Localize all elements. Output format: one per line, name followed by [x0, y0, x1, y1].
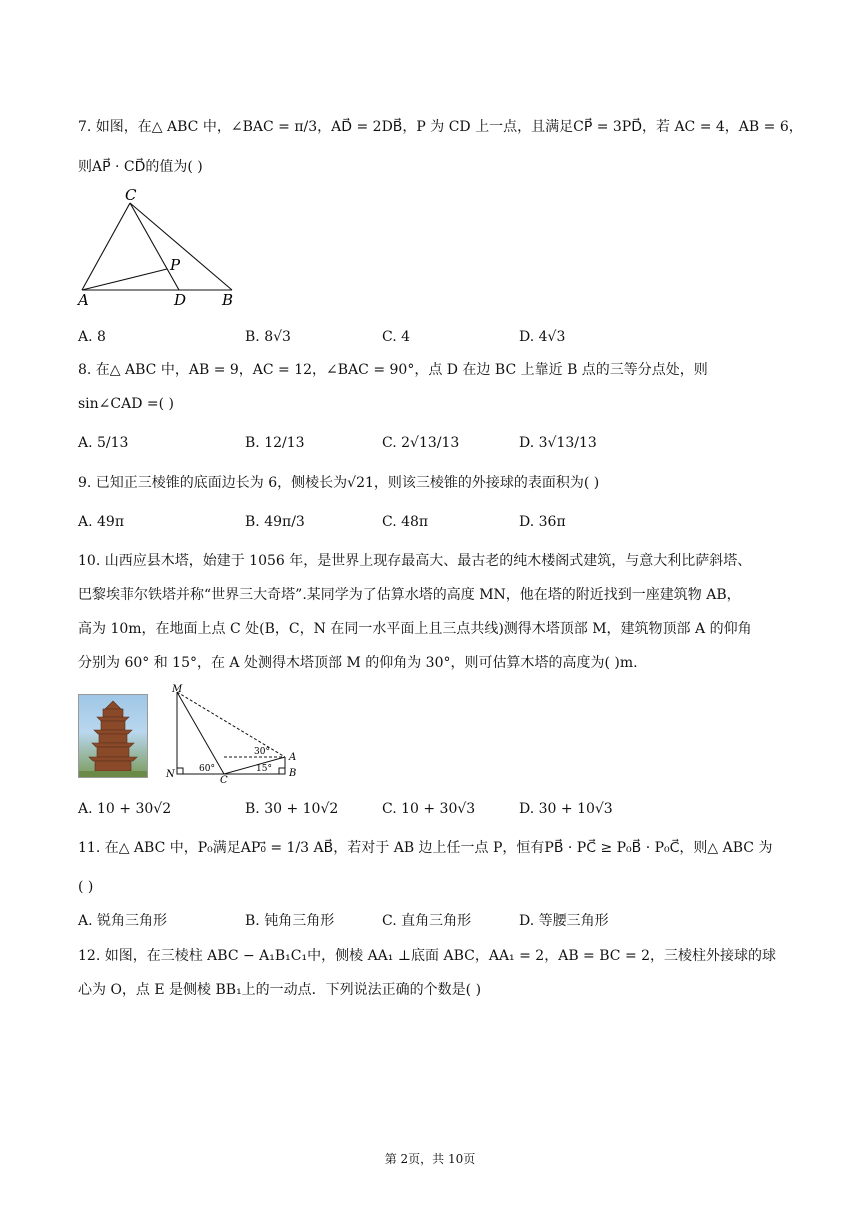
- q10-right-angle-n: [177, 768, 183, 774]
- q12-stem-line2: 心为 O，点 E 是侧棱 BB₁上的一动点．下列说法正确的个数是( ): [78, 982, 482, 998]
- q7-edge-cd: [130, 203, 179, 290]
- q10-line-mc: [177, 692, 224, 774]
- q7-edge-ac: [82, 203, 130, 290]
- q7-label-c: C: [125, 186, 137, 204]
- q10-option-a: A. 10 + 30√2: [78, 801, 172, 817]
- q10-label-n: N: [166, 769, 175, 780]
- q11-stem-line1: 11. 在△ ABC 中，P₀满足AP₀⃗ = 1/3 AB⃗，若对于 AB 边上任一点 P，恒有PB⃗ · PC⃗ ≥ P₀B⃗ · P₀C⃗，则△ ABC 为: [78, 840, 773, 856]
- q10-label-c: C: [220, 775, 228, 784]
- q7-edge-ap: [82, 269, 167, 290]
- q10-stem-line4: 分别为 60° 和 15°，在 A 处测得木塔顶部 M 的仰角为 30°，则可估算木塔的高度为( )m.: [78, 655, 638, 671]
- q10-option-d: D. 30 + 10√3: [519, 801, 613, 817]
- q10-angle-15: 15°: [256, 764, 272, 774]
- q7-option-a: A. 8: [78, 329, 106, 345]
- page-footer: 第 2页，共 10页: [384, 1152, 476, 1166]
- q7-option-b: B. 8√3: [245, 329, 291, 345]
- q10-line-ca: [224, 757, 285, 774]
- q9-option-a: A. 49π: [78, 514, 125, 530]
- q7-stem-line1: 7. 如图，在△ ABC 中，∠BAC = π/3，AD⃗ = 2DB⃗，P 为 CD 上一点，且满足CP⃗ = 3PD⃗，若 AC = 4，AB = 6，: [78, 119, 803, 135]
- q9-option-d: D. 36π: [519, 514, 566, 530]
- pagoda-icon: [79, 695, 147, 777]
- q8-option-a: A. 5/13: [78, 435, 129, 451]
- q8-stem-line1: 8. 在△ ABC 中，AB = 9，AC = 12，∠BAC = 90°，点 D 在边 BC 上靠近 B 点的三等分点处，则: [78, 362, 708, 378]
- q8-option-c: C. 2√13/13: [382, 435, 460, 451]
- q10-stem-line1: 10. 山西应县木塔，始建于 1056 年，是世界上现存最高大、最古老的纯木楼阁式建筑，与意大利比萨斜塔、: [78, 553, 752, 569]
- q9-option-b: B. 49π/3: [245, 514, 305, 530]
- q7-option-c: C. 4: [382, 329, 411, 345]
- q9-stem-line1: 9. 已知正三棱锥的底面边长为 6，侧棱长为√21，则该三棱锥的外接球的表面积为( ): [78, 475, 600, 491]
- q10-stem-line3: 高为 10m，在地面上点 C 处(B，C，N 在同一水平面上且三点共线)测得木塔顶部 M，建筑物顶部 A 的仰角: [78, 621, 752, 637]
- q10-angle-60: 60°: [199, 764, 215, 774]
- q10-option-c: C. 10 + 30√3: [382, 801, 476, 817]
- q7-option-d: D. 4√3: [519, 329, 566, 345]
- q7-label-p: P: [170, 256, 181, 274]
- q10-stem-line2: 巴黎埃菲尔铁塔并称“世界三大奇塔”.某同学为了估算水塔的高度 MN，他在塔的附近找到一座建筑物 AB，: [78, 587, 741, 603]
- q7-label-b: B: [222, 291, 234, 309]
- q8-option-b: B. 12/13: [245, 435, 305, 451]
- q11-option-a: A. 锐角三角形: [78, 913, 168, 929]
- q11-option-d: D. 等腰三角形: [519, 913, 609, 929]
- q7-stem-line2: 则AP⃗ · CD⃗的值为( ): [78, 159, 203, 175]
- q11-option-b: B. 钝角三角形: [245, 913, 335, 929]
- q11-stem-line2: ( ): [78, 879, 94, 895]
- q10-right-angle-b: [279, 768, 285, 774]
- q10-label-a: A: [289, 752, 297, 763]
- q7-label-d: D: [174, 291, 187, 309]
- q8-option-d: D. 3√13/13: [519, 435, 597, 451]
- q10-angle-30: 30°: [254, 747, 270, 757]
- q8-stem-line2: sin∠CAD =( ): [78, 396, 175, 412]
- wooden-pagoda-photo: [78, 694, 148, 778]
- q10-tower-figure: [164, 684, 314, 784]
- q10-label-m: M: [172, 684, 183, 695]
- q12-stem-line1: 12. 如图，在三棱柱 ABC − A₁B₁C₁中，侧棱 AA₁ ⊥底面 ABC，AA₁ = 2，AB = BC = 2，三棱柱外接球的球: [78, 948, 777, 964]
- q11-option-c: C. 直角三角形: [382, 913, 472, 929]
- q7-edge-cb: [130, 203, 232, 290]
- q10-label-b: B: [289, 768, 297, 779]
- q9-option-c: C. 48π: [382, 514, 429, 530]
- q7-label-a: A: [78, 291, 89, 309]
- q7-triangle-figure: [74, 186, 244, 310]
- q10-option-b: B. 30 + 10√2: [245, 801, 339, 817]
